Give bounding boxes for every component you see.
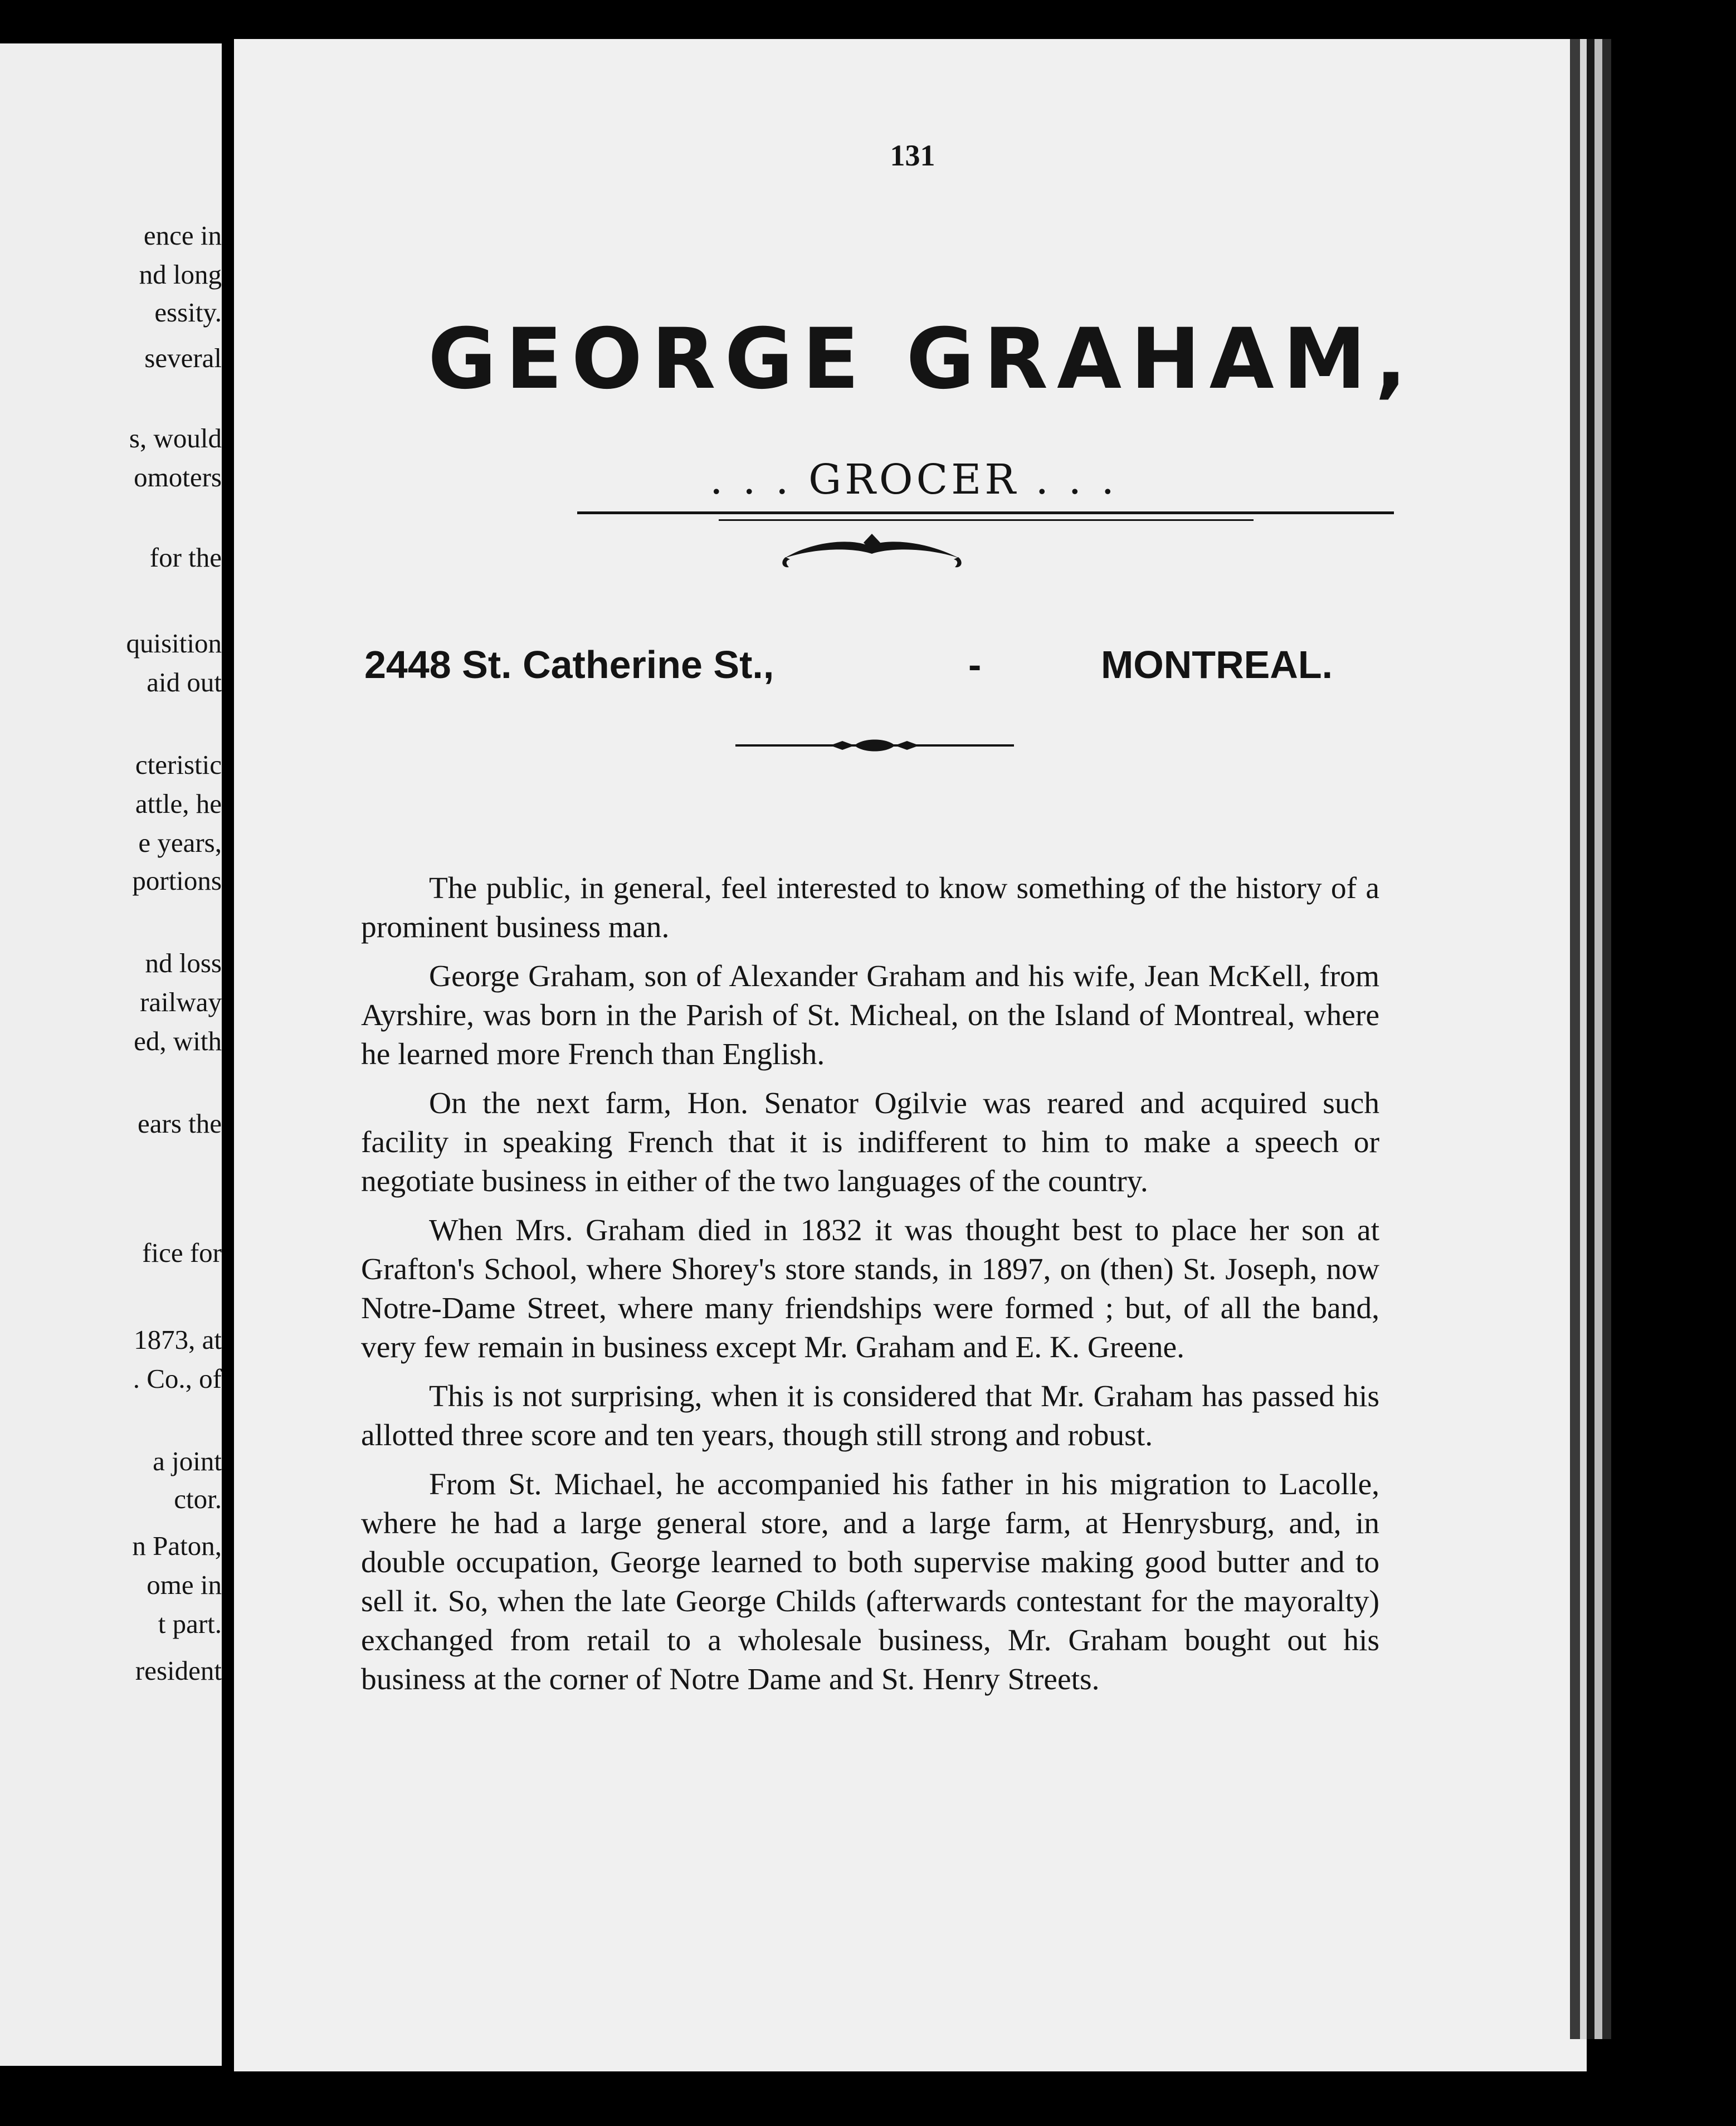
- left-page-line: for the: [149, 542, 222, 573]
- left-page-line: nd loss: [145, 948, 222, 978]
- main-page: [234, 39, 1587, 2071]
- left-page-line: railway: [140, 987, 222, 1017]
- section-divider: [735, 734, 1014, 757]
- trade-heading: . . . GROCER . . .: [709, 456, 1118, 504]
- left-page-line: a joint: [153, 1446, 222, 1476]
- paragraph: George Graham, son of Alexander Graham and his wife, Jean McKell, from Ayrshire, was born in the Parish of St. Micheal, on the Island of Montreal, where he learned more French than English.: [361, 959, 1379, 1071]
- page-edge-strip: [1580, 39, 1587, 2039]
- left-page-line: quisition: [126, 628, 222, 659]
- article-body: [361, 869, 1379, 1709]
- left-page-line: 1873, at: [134, 1324, 222, 1355]
- left-page-line: aid out: [147, 667, 222, 698]
- left-page-line: fice for: [142, 1237, 222, 1268]
- paragraph: On the next farm, Hon. Senator Ogilvie was reared and acquired such facility in speaking French that it is indifferent to him to make a speech or negotiate business in either of the two languages of the country.: [361, 1086, 1379, 1198]
- page-title: GEORGE GRAHAM,: [428, 311, 1416, 408]
- left-page-line: ed, with: [134, 1026, 222, 1056]
- paragraph: The public, in general, feel interested to know something of the history of a prominent business man.: [361, 871, 1379, 944]
- left-page-line: attle, he: [135, 788, 222, 819]
- left-page-line: ome in: [147, 1569, 222, 1600]
- left-page-line: n Paton,: [132, 1530, 222, 1561]
- left-page-line: resident: [135, 1655, 222, 1686]
- paragraph: This is not surprising, when it is considered that Mr. Graham has passed his allotted three score and ten years, though still strong and robust.: [361, 1379, 1379, 1452]
- heading-rule: [577, 511, 1394, 514]
- page-edge-shadow: [1570, 39, 1580, 2039]
- left-page-line: . Co., of: [133, 1363, 222, 1394]
- left-facing-page: [0, 43, 222, 2066]
- left-page-line: ence in: [143, 220, 222, 251]
- page-edge-strip: [1594, 39, 1602, 2039]
- left-page-line: e years,: [138, 827, 222, 858]
- paragraph: When Mrs. Graham died in 1832 it was thought best to place her son at Grafton's School, where Shorey's store stands, in 1897, on (then) St. Joseph, now Notre-Dame Street, where many friendships were formed ; but, of all the band, very few remain in business except Mr. Graham and E. K. Greene.: [361, 1213, 1379, 1364]
- left-page-line: ctor.: [174, 1484, 222, 1514]
- page-number: 131: [890, 139, 935, 172]
- heading-rule: [719, 519, 1254, 521]
- paragraph: From St. Michael, he accompanied his father in his migration to Lacolle, where he had a large general store, and a large farm, at Henrysburg, and, in double occupation, George learned to both supervise making good butter and to sell it. So, when the late George Childs (afterwards contestant for the mayoralty) exchanged from retail to a wholesale business, Mr. Graham bought out his business at the corner of Notre Dame and St. Henry Streets.: [361, 1467, 1379, 1696]
- left-page-line: nd long: [139, 259, 222, 290]
- page-edge-shadow: [1602, 39, 1611, 2039]
- left-page-line: portions: [132, 865, 222, 896]
- left-page-line: omoters: [134, 462, 222, 493]
- address-dash: -: [968, 643, 982, 686]
- address-city: MONTREAL.: [1101, 643, 1333, 686]
- left-page-line: cteristic: [135, 749, 222, 780]
- page-edge-shadow: [1587, 39, 1594, 2039]
- left-page-line: essity.: [154, 297, 222, 328]
- left-page-line: t part.: [158, 1608, 222, 1639]
- address-street: 2448 St. Catherine St.,: [364, 643, 774, 686]
- left-page-line: several: [144, 343, 222, 373]
- ornament-swash: [780, 529, 964, 574]
- left-page-line: ears the: [138, 1108, 222, 1139]
- left-page-line: s, would: [129, 423, 222, 454]
